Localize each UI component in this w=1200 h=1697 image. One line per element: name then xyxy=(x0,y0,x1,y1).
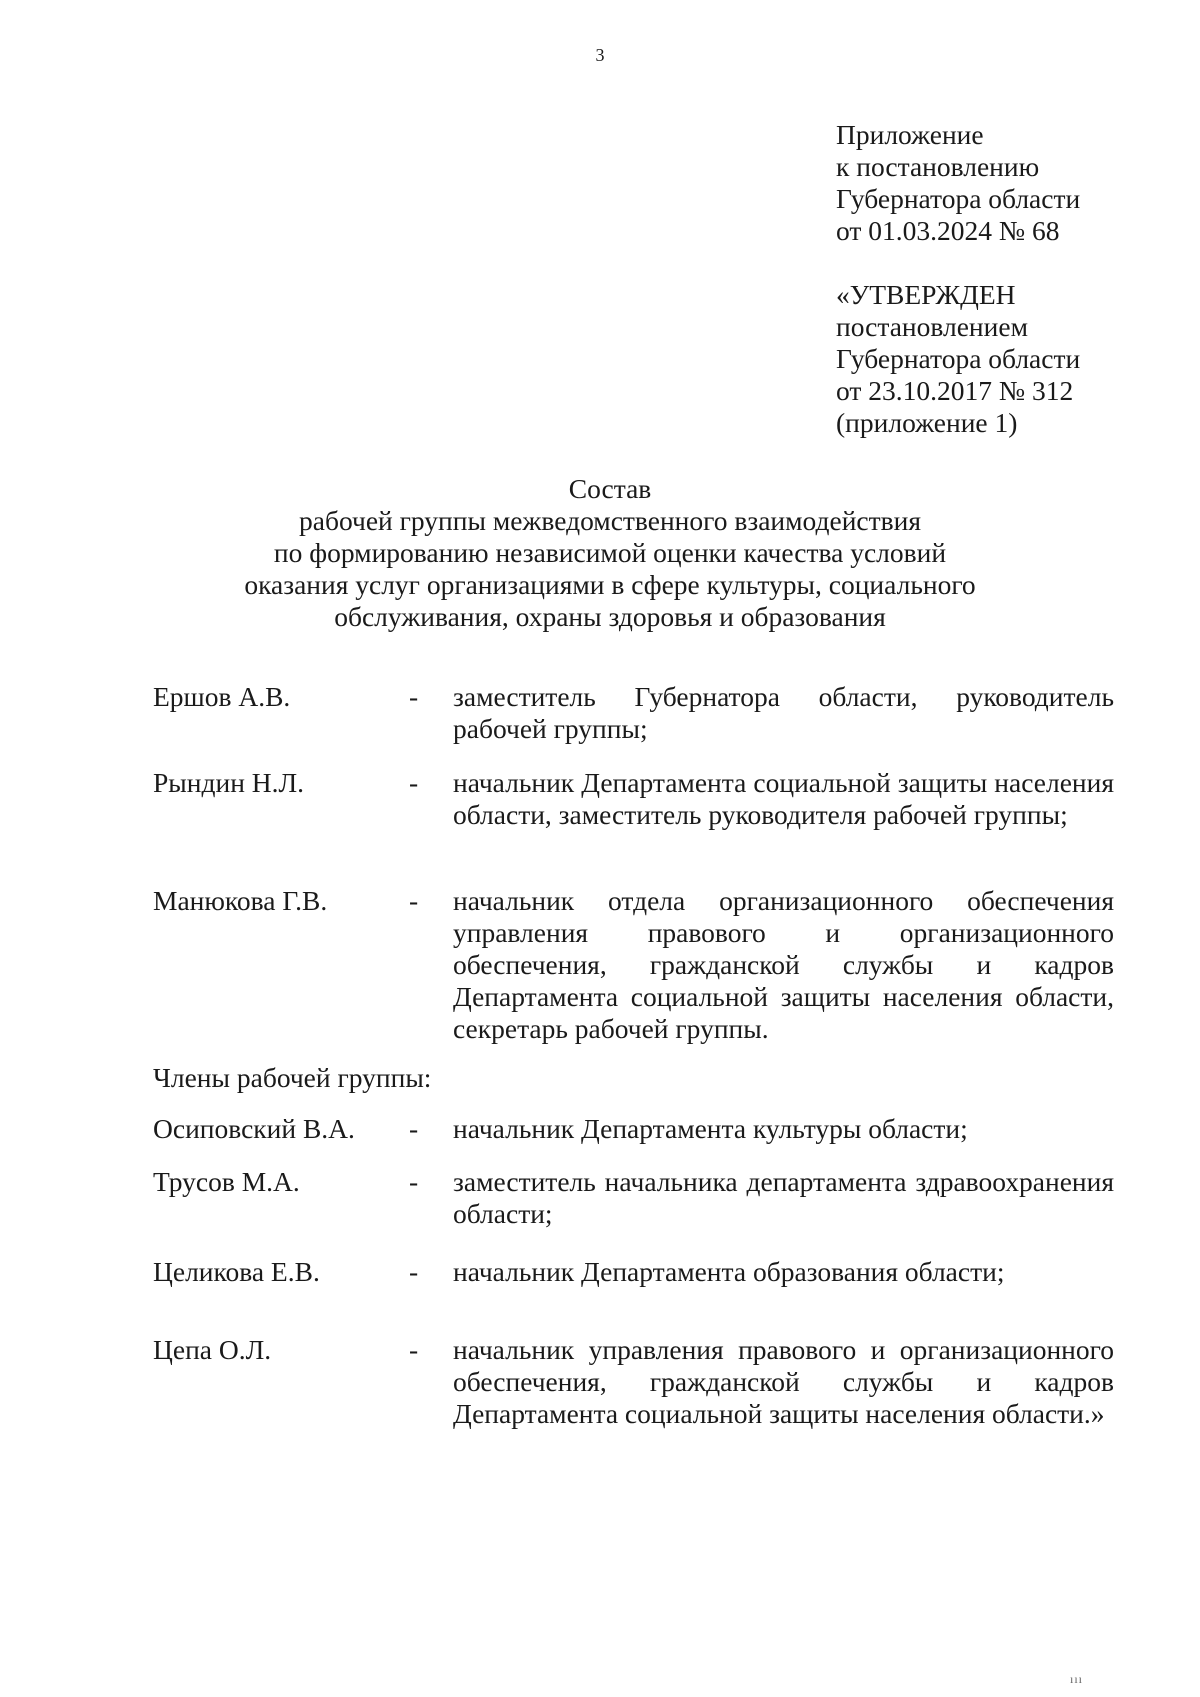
member-dash: - xyxy=(409,1256,419,1287)
member-role: начальник Департамента культуры области; xyxy=(453,1113,968,1144)
appendix-block xyxy=(836,119,1166,247)
member-role: начальник отдела организационного обеспечения управления правового и организационного обеспечения, гражданской службы и кадров Департамента социальной защиты населения области, секретарь рабочей группы. xyxy=(453,885,1114,1044)
corner-scan-mark: ııı xyxy=(1070,1672,1084,1686)
member-role: заместитель начальника департамента здравоохранения области; xyxy=(453,1166,1114,1229)
member-role: начальник Департамента социальной защиты населения области, заместитель руководителя рабочей группы; xyxy=(453,767,1114,830)
page-number: 3 xyxy=(595,45,605,65)
member-role: начальник Департамента образования области; xyxy=(453,1256,1005,1287)
member-name: Рындин Н.Л. xyxy=(153,767,305,798)
member-dash: - xyxy=(409,767,419,798)
appendix-line: от 01.03.2024 № 68 xyxy=(836,215,1060,246)
heading-line: оказания услуг организациями в сфере культуры, социального xyxy=(244,569,976,600)
approval-line: от 23.10.2017 № 312 xyxy=(836,375,1074,406)
member-dash: - xyxy=(409,885,419,916)
member-name: Трусов М.А. xyxy=(153,1166,300,1197)
member-dash: - xyxy=(409,1334,419,1365)
approval-line: «УТВЕРЖДЕН xyxy=(836,279,1016,310)
appendix-line: Приложение xyxy=(836,119,984,150)
document-heading xyxy=(200,473,1020,633)
member-name: Целикова Е.В. xyxy=(153,1256,320,1287)
approval-line: (приложение 1) xyxy=(836,407,1018,438)
heading-title: Состав xyxy=(568,473,652,504)
heading-line: рабочей группы межведомственного взаимодействия xyxy=(299,505,921,536)
member-dash: - xyxy=(409,1166,419,1197)
member-role: заместитель Губернатора области, руководитель рабочей группы; xyxy=(453,681,1114,744)
member-dash: - xyxy=(409,1113,419,1144)
member-role: начальник управления правового и организационного обеспечения, гражданской службы и кадров Департамента социальной защиты населения области.» xyxy=(453,1334,1114,1429)
approval-line: Губернатора области xyxy=(836,343,1081,374)
member-name: Ершов А.В. xyxy=(153,681,291,712)
approval-block xyxy=(836,279,1166,439)
heading-line: обслуживания, охраны здоровья и образования xyxy=(334,601,886,632)
appendix-line: Губернатора области xyxy=(836,183,1081,214)
member-name: Цепа О.Л. xyxy=(153,1334,272,1365)
member-name: Осиповский В.А. xyxy=(153,1113,355,1144)
heading-line: по формированию независимой оценки качества условий xyxy=(273,537,947,568)
appendix-line: к постановлению xyxy=(836,151,1040,182)
members-section-title: Члены рабочей группы: xyxy=(153,1062,432,1093)
member-name: Манюкова Г.В. xyxy=(153,885,328,916)
member-dash: - xyxy=(409,681,419,712)
approval-line: постановлением xyxy=(836,311,1028,342)
